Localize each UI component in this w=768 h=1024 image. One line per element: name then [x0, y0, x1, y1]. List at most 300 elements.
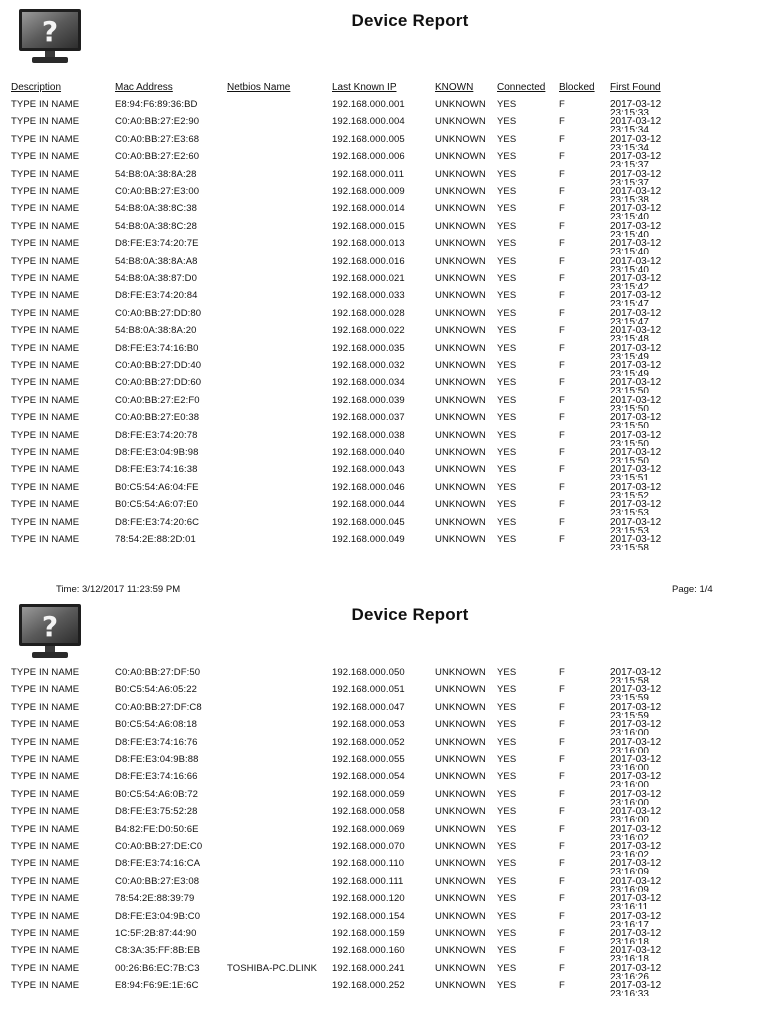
known-cell: UNKNOWN: [435, 447, 486, 458]
known-cell: UNKNOWN: [435, 481, 486, 493]
ip-cell: 192.168.000.058: [332, 806, 405, 818]
description-cell: TYPE IN NAME: [11, 980, 80, 992]
ip-cell: 192.168.000.159: [332, 928, 405, 939]
table-row: [0, 413, 768, 430]
first-found-cell: [610, 187, 670, 202]
blocked-cell: F: [559, 342, 565, 354]
first-found-time: 23:16:00: [610, 797, 649, 805]
blocked-cell: F: [559, 841, 565, 852]
first-found-time: 23:16:33: [610, 989, 649, 997]
table-row: [0, 117, 768, 134]
description-cell: TYPE IN NAME: [11, 771, 80, 783]
connected-cell: YES: [497, 499, 517, 511]
known-cell: UNKNOWN: [435, 429, 486, 441]
description-cell: TYPE IN NAME: [11, 823, 80, 835]
first-found-cell: [610, 344, 670, 359]
ip-cell: 192.168.000.011: [332, 168, 405, 180]
blocked-cell: F: [559, 928, 565, 939]
connected-cell: YES: [497, 534, 517, 545]
mac-address-cell: D8:FE:E3:74:16:B0: [115, 342, 199, 354]
first-found-cell: [610, 518, 670, 533]
table-row: [0, 859, 768, 876]
ip-cell: 192.168.000.038: [332, 429, 405, 441]
first-found-cell: [610, 772, 670, 787]
ip-cell: 192.168.000.039: [332, 394, 405, 406]
first-found-date: 2017-03-12: [610, 378, 662, 389]
known-cell: UNKNOWN: [435, 684, 486, 696]
ip-cell: 192.168.000.014: [332, 203, 405, 215]
connected-cell: YES: [497, 255, 517, 267]
known-cell: UNKNOWN: [435, 754, 486, 765]
connected-cell: YES: [497, 116, 517, 128]
first-found-time: 23:15:38: [610, 195, 649, 202]
svg-text:?: ?: [41, 610, 59, 643]
first-found-date: 2017-03-12: [610, 204, 662, 215]
first-found-cell: [610, 291, 670, 306]
mac-address-cell: D8:FE:E3:74:16:66: [115, 771, 198, 783]
mac-address-cell: C0:A0:BB:27:E3:68: [115, 133, 200, 145]
first-found-date: 2017-03-12: [610, 535, 662, 545]
table-row: [0, 981, 768, 998]
description-cell: TYPE IN NAME: [11, 377, 80, 389]
known-cell: UNKNOWN: [435, 910, 486, 922]
first-found-time: 23:16:26: [610, 971, 649, 979]
connected-cell: YES: [497, 754, 517, 765]
first-found-cell: [610, 964, 670, 979]
description-cell: TYPE IN NAME: [11, 412, 80, 424]
blocked-cell: F: [559, 377, 565, 389]
description-cell: TYPE IN NAME: [11, 151, 80, 163]
connected-cell: YES: [497, 516, 517, 528]
first-found-date: 2017-03-12: [610, 755, 662, 765]
col-connected: Connected: [497, 82, 546, 93]
connected-cell: YES: [497, 168, 517, 180]
description-cell: TYPE IN NAME: [11, 429, 80, 441]
known-cell: UNKNOWN: [435, 220, 486, 232]
first-found-date: 2017-03-12: [610, 963, 662, 974]
first-found-cell: [610, 668, 670, 683]
description-cell: TYPE IN NAME: [11, 910, 80, 922]
first-found-cell: [610, 685, 670, 700]
first-found-date: 2017-03-12: [610, 448, 662, 458]
first-found-cell: [610, 859, 670, 874]
first-found-date: 2017-03-12: [610, 772, 662, 783]
first-found-cell: [610, 239, 670, 254]
blocked-cell: F: [559, 447, 565, 458]
connected-cell: YES: [497, 788, 517, 800]
table-row: [0, 135, 768, 152]
first-found-cell: [610, 222, 670, 237]
first-found-cell: [610, 135, 670, 150]
ip-cell: 192.168.000.054: [332, 771, 405, 783]
mac-address-cell: D8:FE:E3:04:9B:98: [115, 447, 199, 458]
first-found-date: 2017-03-12: [610, 100, 662, 110]
description-cell: TYPE IN NAME: [11, 238, 80, 250]
mac-address-cell: D8:FE:E3:74:20:6C: [115, 516, 200, 528]
blocked-cell: F: [559, 701, 565, 713]
first-found-date: 2017-03-12: [610, 430, 662, 441]
known-cell: UNKNOWN: [435, 133, 486, 145]
first-found-date: 2017-03-12: [610, 291, 662, 302]
table-row: [0, 929, 768, 946]
ip-cell: 192.168.000.111: [332, 875, 404, 887]
ip-cell: 192.168.000.005: [332, 133, 405, 145]
known-cell: UNKNOWN: [435, 116, 486, 128]
first-found-date: 2017-03-12: [610, 395, 662, 406]
mac-address-cell: 54:B8:0A:38:8A:A8: [115, 255, 198, 267]
ip-cell: 192.168.000.154: [332, 910, 405, 922]
first-found-date: 2017-03-12: [610, 256, 662, 267]
first-found-time: 23:16:09: [610, 884, 649, 892]
connected-cell: YES: [497, 980, 517, 992]
description-cell: TYPE IN NAME: [11, 168, 80, 180]
description-cell: TYPE IN NAME: [11, 928, 80, 939]
table-row: [0, 448, 768, 465]
svg-text:?: ?: [41, 15, 59, 48]
mac-address-cell: C0:A0:BB:27:E2:60: [115, 151, 200, 163]
table-row: [0, 378, 768, 395]
first-found-time: 23:15:37: [610, 160, 649, 168]
first-found-cell: [610, 361, 670, 376]
ip-cell: 192.168.000.037: [332, 412, 405, 424]
mac-address-cell: 78:54:2E:88:39:79: [115, 893, 195, 905]
first-found-cell: [610, 448, 670, 463]
known-cell: UNKNOWN: [435, 736, 486, 748]
first-found-date: 2017-03-12: [610, 702, 662, 713]
description-cell: TYPE IN NAME: [11, 481, 80, 493]
mac-address-cell: B0:C5:54:A6:05:22: [115, 684, 197, 696]
col-mac-address: Mac Address: [115, 82, 173, 93]
first-found-date: 2017-03-12: [610, 308, 662, 319]
blocked-cell: F: [559, 893, 565, 905]
description-cell: TYPE IN NAME: [11, 447, 80, 458]
mac-address-cell: C0:A0:BB:27:E3:08: [115, 875, 200, 887]
connected-cell: YES: [497, 429, 517, 441]
known-cell: UNKNOWN: [435, 342, 486, 354]
mac-address-cell: D8:FE:E3:74:20:78: [115, 429, 198, 441]
known-cell: UNKNOWN: [435, 186, 486, 197]
connected-cell: YES: [497, 307, 517, 319]
ip-cell: 192.168.000.069: [332, 823, 405, 835]
table-row: [0, 291, 768, 308]
table-row: [0, 170, 768, 187]
known-cell: UNKNOWN: [435, 893, 486, 905]
known-cell: UNKNOWN: [435, 823, 486, 835]
first-found-time: 23:15:47: [610, 299, 649, 307]
mac-address-cell: 54:B8:0A:38:8C:38: [115, 203, 197, 215]
table-row: [0, 309, 768, 326]
description-cell: TYPE IN NAME: [11, 499, 80, 511]
blocked-cell: F: [559, 754, 565, 765]
blocked-cell: F: [559, 806, 565, 818]
first-found-date: 2017-03-12: [610, 894, 662, 905]
col-first-found: First Found: [610, 82, 661, 93]
first-found-date: 2017-03-12: [610, 824, 662, 835]
connected-cell: YES: [497, 719, 517, 731]
first-found-time: 23:15:53: [610, 508, 649, 516]
connected-cell: YES: [497, 771, 517, 783]
mac-address-cell: 00:26:B6:EC:7B:C3: [115, 962, 200, 974]
known-cell: UNKNOWN: [435, 719, 486, 731]
connected-cell: YES: [497, 464, 517, 476]
connected-cell: YES: [497, 736, 517, 748]
blocked-cell: F: [559, 186, 565, 197]
blocked-cell: F: [559, 910, 565, 922]
first-found-cell: [610, 100, 670, 115]
description-cell: TYPE IN NAME: [11, 806, 80, 818]
mac-address-cell: C0:A0:BB:27:DD:40: [115, 360, 202, 371]
connected-cell: YES: [497, 360, 517, 371]
mac-address-cell: 1C:5F:2B:87:44:90: [115, 928, 197, 939]
first-found-time: 23:15:52: [610, 490, 649, 498]
description-cell: TYPE IN NAME: [11, 962, 80, 974]
description-cell: TYPE IN NAME: [11, 667, 80, 678]
blocked-cell: F: [559, 858, 565, 870]
first-found-cell: [610, 204, 670, 219]
blocked-cell: F: [559, 168, 565, 180]
first-found-time: 23:16:00: [610, 815, 649, 823]
first-found-date: 2017-03-12: [610, 500, 662, 511]
first-found-cell: [610, 703, 670, 718]
report-time: Time: 3/12/2017 11:23:59 PM: [56, 584, 181, 595]
blocked-cell: F: [559, 429, 565, 441]
table-row: [0, 204, 768, 221]
ip-cell: 192.168.000.046: [332, 481, 405, 493]
blocked-cell: F: [559, 962, 565, 974]
connected-cell: YES: [497, 945, 517, 957]
mac-address-cell: B0:C5:54:A6:04:FE: [115, 481, 199, 493]
connected-cell: YES: [497, 377, 517, 389]
description-cell: TYPE IN NAME: [11, 255, 80, 267]
mac-address-cell: D8:FE:E3:04:9B:88: [115, 754, 199, 765]
first-found-cell: [610, 929, 670, 944]
table-row: [0, 755, 768, 772]
ip-cell: 192.168.000.055: [332, 754, 405, 765]
first-found-time: 23:16:00: [610, 763, 649, 770]
page-number: Page: 1/4: [672, 584, 713, 595]
connected-cell: YES: [497, 875, 517, 887]
first-found-date: 2017-03-12: [610, 876, 662, 887]
known-cell: UNKNOWN: [435, 273, 486, 284]
blocked-cell: F: [559, 325, 565, 337]
first-found-date: 2017-03-12: [610, 221, 662, 232]
first-found-time: 23:16:18: [610, 937, 649, 944]
first-found-time: 23:15:59: [610, 693, 649, 701]
first-found-cell: [610, 274, 670, 289]
table-row: [0, 685, 768, 702]
first-found-cell: [610, 755, 670, 770]
mac-address-cell: C0:A0:BB:27:E2:90: [115, 116, 200, 128]
ip-cell: 192.168.000.241: [332, 962, 405, 974]
blocked-cell: F: [559, 516, 565, 528]
mac-address-cell: C0:A0:BB:27:E0:38: [115, 412, 200, 424]
description-cell: TYPE IN NAME: [11, 684, 80, 696]
table-row: [0, 431, 768, 448]
known-cell: UNKNOWN: [435, 377, 486, 389]
first-found-time: 23:16:17: [610, 919, 649, 927]
blocked-cell: F: [559, 736, 565, 748]
connected-cell: YES: [497, 151, 517, 163]
connected-cell: YES: [497, 394, 517, 406]
first-found-cell: [610, 396, 670, 411]
first-found-cell: [610, 912, 670, 927]
connected-cell: YES: [497, 928, 517, 939]
known-cell: UNKNOWN: [435, 203, 486, 215]
first-found-date: 2017-03-12: [610, 361, 662, 371]
known-cell: UNKNOWN: [435, 325, 486, 337]
connected-cell: YES: [497, 701, 517, 713]
table-row: [0, 825, 768, 842]
description-cell: TYPE IN NAME: [11, 464, 80, 476]
table-row: [0, 344, 768, 361]
connected-cell: YES: [497, 481, 517, 493]
connected-cell: YES: [497, 858, 517, 870]
known-cell: UNKNOWN: [435, 788, 486, 800]
description-cell: TYPE IN NAME: [11, 516, 80, 528]
table-row: [0, 946, 768, 963]
mac-address-cell: 54:B8:0A:38:8A:20: [115, 325, 197, 337]
ip-cell: 192.168.000.033: [332, 290, 405, 302]
mac-address-cell: E8:94:F6:89:36:BD: [115, 99, 198, 110]
first-found-cell: [610, 378, 670, 393]
description-cell: TYPE IN NAME: [11, 875, 80, 887]
connected-cell: YES: [497, 273, 517, 284]
first-found-time: 23:15:40: [610, 229, 649, 237]
blocked-cell: F: [559, 238, 565, 250]
connected-cell: YES: [497, 806, 517, 818]
description-cell: TYPE IN NAME: [11, 945, 80, 957]
first-found-date: 2017-03-12: [610, 946, 662, 957]
first-found-cell: [610, 117, 670, 132]
known-cell: UNKNOWN: [435, 980, 486, 992]
first-found-cell: [610, 981, 670, 996]
first-found-date: 2017-03-12: [610, 859, 662, 870]
blocked-cell: F: [559, 255, 565, 267]
description-cell: TYPE IN NAME: [11, 893, 80, 905]
mac-address-cell: 54:B8:0A:38:87:D0: [115, 273, 197, 284]
col-netbios-name: Netbios Name: [227, 82, 291, 93]
known-cell: UNKNOWN: [435, 945, 486, 957]
connected-cell: YES: [497, 133, 517, 145]
ip-cell: 192.168.000.032: [332, 360, 405, 371]
table-row: [0, 361, 768, 378]
connected-cell: YES: [497, 893, 517, 905]
first-found-time: 23:15:51: [610, 473, 649, 481]
ip-cell: 192.168.000.043: [332, 464, 405, 476]
ip-cell: 192.168.000.160: [332, 945, 405, 957]
first-found-cell: [610, 946, 670, 961]
known-cell: UNKNOWN: [435, 928, 486, 939]
ip-cell: 192.168.000.059: [332, 788, 405, 800]
description-cell: TYPE IN NAME: [11, 203, 80, 215]
known-cell: UNKNOWN: [435, 962, 486, 974]
known-cell: UNKNOWN: [435, 858, 486, 870]
first-found-date: 2017-03-12: [610, 720, 662, 731]
blocked-cell: F: [559, 875, 565, 887]
table-row: [0, 500, 768, 517]
known-cell: UNKNOWN: [435, 464, 486, 476]
ip-cell: 192.168.000.022: [332, 325, 405, 337]
connected-cell: YES: [497, 290, 517, 302]
first-found-time: 23:15:34: [610, 142, 649, 150]
first-found-cell: [610, 535, 670, 550]
col-description: Description: [11, 82, 62, 93]
blocked-cell: F: [559, 980, 565, 992]
blocked-cell: F: [559, 360, 565, 371]
first-found-time: 23:15:42: [610, 282, 649, 289]
first-found-date: 2017-03-12: [610, 134, 662, 145]
first-found-date: 2017-03-12: [610, 465, 662, 476]
table-row: [0, 842, 768, 859]
mac-address-cell: D8:FE:E3:74:16:CA: [115, 858, 201, 870]
first-found-date: 2017-03-12: [610, 981, 662, 992]
first-found-time: 23:16:11: [610, 902, 649, 910]
known-cell: UNKNOWN: [435, 394, 486, 406]
mac-address-cell: 54:B8:0A:38:8A:28: [115, 168, 197, 180]
ip-cell: 192.168.000.044: [332, 499, 405, 511]
first-found-date: 2017-03-12: [610, 413, 662, 424]
first-found-date: 2017-03-12: [610, 274, 662, 284]
mac-address-cell: C0:A0:BB:27:DE:C0: [115, 841, 203, 852]
table-row: [0, 222, 768, 239]
blocked-cell: F: [559, 394, 565, 406]
connected-cell: YES: [497, 325, 517, 337]
table-row: [0, 738, 768, 755]
first-found-time: 23:15:49: [610, 351, 649, 359]
mac-address-cell: 78:54:2E:88:2D:01: [115, 534, 196, 545]
description-cell: TYPE IN NAME: [11, 858, 80, 870]
mac-address-cell: C8:3A:35:FF:8B:EB: [115, 945, 201, 957]
ip-cell: 192.168.000.052: [332, 736, 405, 748]
blocked-cell: F: [559, 823, 565, 835]
first-found-time: 23:16:18: [610, 954, 649, 962]
blocked-cell: F: [559, 307, 565, 319]
ip-cell: 192.168.000.004: [332, 116, 405, 128]
table-row: [0, 100, 768, 117]
table-row: [0, 668, 768, 685]
first-found-time: 23:15:49: [610, 369, 649, 376]
blocked-cell: F: [559, 273, 565, 284]
first-found-time: 23:16:00: [610, 745, 649, 753]
mac-address-cell: C0:A0:BB:27:DD:80: [115, 307, 202, 319]
blocked-cell: F: [559, 203, 565, 215]
ip-cell: 192.168.000.049: [332, 534, 405, 545]
first-found-time: 23:15:59: [610, 710, 649, 718]
table-row: [0, 877, 768, 894]
first-found-cell: [610, 326, 670, 341]
ip-cell: 192.168.000.001: [332, 99, 405, 110]
mac-address-cell: C0:A0:BB:27:DD:60: [115, 377, 202, 389]
col-last-known-ip: Last Known IP: [332, 82, 397, 93]
blocked-cell: F: [559, 220, 565, 232]
first-found-time: 23:15:58: [610, 543, 649, 550]
known-cell: UNKNOWN: [435, 255, 486, 267]
mac-address-cell: B0:C5:54:A6:08:18: [115, 719, 197, 731]
ip-cell: 192.168.000.053: [332, 719, 405, 731]
known-cell: UNKNOWN: [435, 412, 486, 424]
first-found-date: 2017-03-12: [610, 152, 662, 163]
mac-address-cell: D8:FE:E3:04:9B:C0: [115, 910, 201, 922]
first-found-date: 2017-03-12: [610, 239, 662, 250]
first-found-cell: [610, 431, 670, 446]
known-cell: UNKNOWN: [435, 875, 486, 887]
connected-cell: YES: [497, 667, 517, 678]
first-found-time: 23:15:48: [610, 334, 649, 342]
connected-cell: YES: [497, 841, 517, 852]
known-cell: UNKNOWN: [435, 806, 486, 818]
blocked-cell: F: [559, 534, 565, 545]
description-cell: TYPE IN NAME: [11, 736, 80, 748]
